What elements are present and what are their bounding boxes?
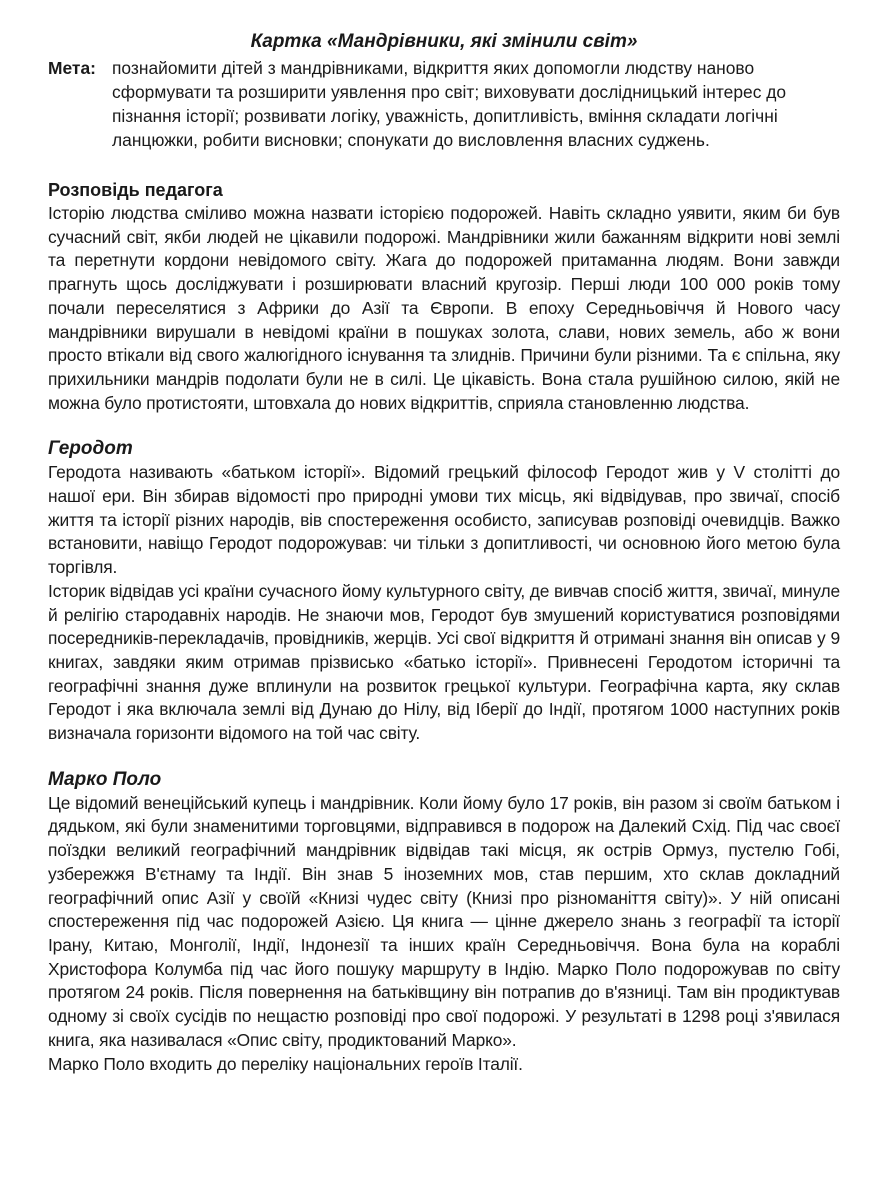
goal-block — [48, 56, 840, 152]
marco-polo-section — [48, 768, 840, 1076]
teacher-story-section — [48, 178, 840, 415]
herodotus-heading: Геродот — [48, 438, 133, 460]
herodotus-paragraph-1: Геродота називають «батьком історії». Відомий грецький філософ Геродот жив у V столітті до нашої ери. Він збирав відомості про природні умови тих місць, які відвідував, про звичаї, спосіб життя та історії різних народів, вів спостереження особисто, записував розповіді очевидців. Важко встановити, навіщо Геродот подорожував: чи тільки з допитливості, чи основною його метою була торгівля. — [48, 462, 840, 578]
teacher-story-paragraph: Історію людства сміливо можна назвати історією подорожей. Навіть складно уявити, яким би був сучасний світ, якби людей не цікавили подорожі. Мандрівники жили бажанням відкрити нові землі та перетнути кордони невідомого світу. Жага до подорожей притаманна людям. Вони завжди прагнуть щось досліджувати і розширювати власний кругозір. Перші люди 100 000 років тому почали переселятися з Африки до Азії та Європи. В епоху Середньовіччя й Нового часу мандрівники вирушали в невідомі країни в пошуках золота, слави, нових земель, або ж вони просто втікали від свого жалюгідного існування та злиднів. Причини були різними. Та є спільна, яку прихильники мандрів подолати були не в силі. Це цікавість. Вона стала рушійною силою, якій не можна було протистояти, штовхала до нових відкриттів, сприяла становленню людства. — [48, 203, 840, 413]
card-title: Картка «Мандрівники, які змінили світ» — [250, 31, 638, 52]
marco-polo-heading: Марко Поло — [48, 768, 162, 790]
herodotus-section — [48, 437, 840, 745]
teacher-story-heading: Розповідь педагога — [48, 180, 223, 200]
goal-label: Мета: — [48, 58, 96, 78]
goal-text: познайомити дітей з мандрівниками, відкриття яких допомогли людству наново сформувати та розширити уявлення про світ; виховувати дослідницький інтерес до пізнання історії; розвивати логіку, уважність, допитливість, вміння складати логічні ланцюжки, робити висновки; спонукати до висловлення власних суджень. — [112, 58, 787, 150]
marco-polo-paragraph-1: Це відомий венеційський купець і мандрівник. Коли йому було 17 років, він разом зі своїм батьком і дядьком, які були знаменитими торговцями, відправився в подорож на Далекий Схід. Під час своєї поїздки великий географічний мандрівник відвідав такі місця, як острів Ормуз, пустелю Гобі, узбережжя В'єтнаму та Індії. Він знав 5 іноземних мов, став першим, хто склав докладний географічний опис Азії у своїй «Книзі чудес світу (Книзі про різноманіття світу)». У ній описані спостереження під час подорожей Азією. Ця книга — цінне джерело знань з географії та історії Ірану, Китаю, Монголії, Індії, Індонезії та інших країн Середньовіччя. Вона була на кораблі Христофора Колумба під час його пошуку маршруту в Індію. Марко Поло подорожував по світу протягом 24 років. Після повернення на батьківщину він потрапив до в'язниці. Там він продиктував одному зі своїх сусідів по нещастю розповіді про свої подорожі. У результаті в 1298 році з'явилася книга, яка називалася «Опис світу, продиктований Марко». — [48, 792, 840, 1050]
marco-polo-paragraph-2: Марко Поло входить до переліку національних героїв Італії. — [48, 1053, 523, 1074]
document-page — [48, 30, 840, 1076]
herodotus-paragraph-2: Історик відвідав усі країни сучасного йому культурного світу, де вивчав спосіб життя, звичаї, минуле й релігію стародавніх народів. Не знаючи мов, Геродот був змушений користуватися розповідями посередників-перекладачів, провідників, жерців. Усі свої відкриття й отримані знання він описав у 9 книгах, завдяки яким отримав прізвисько «батько історії». Привнесені Геродотом історичні та географічні знання дуже вплинули на розвиток грецької культури. Географічна карта, яку склав Геродот і яка включала землі від Дунаю до Нілу, від Іберії до Індії, протягом 1000 наступних років визначала горизонти відомого на той час світу. — [48, 580, 841, 744]
